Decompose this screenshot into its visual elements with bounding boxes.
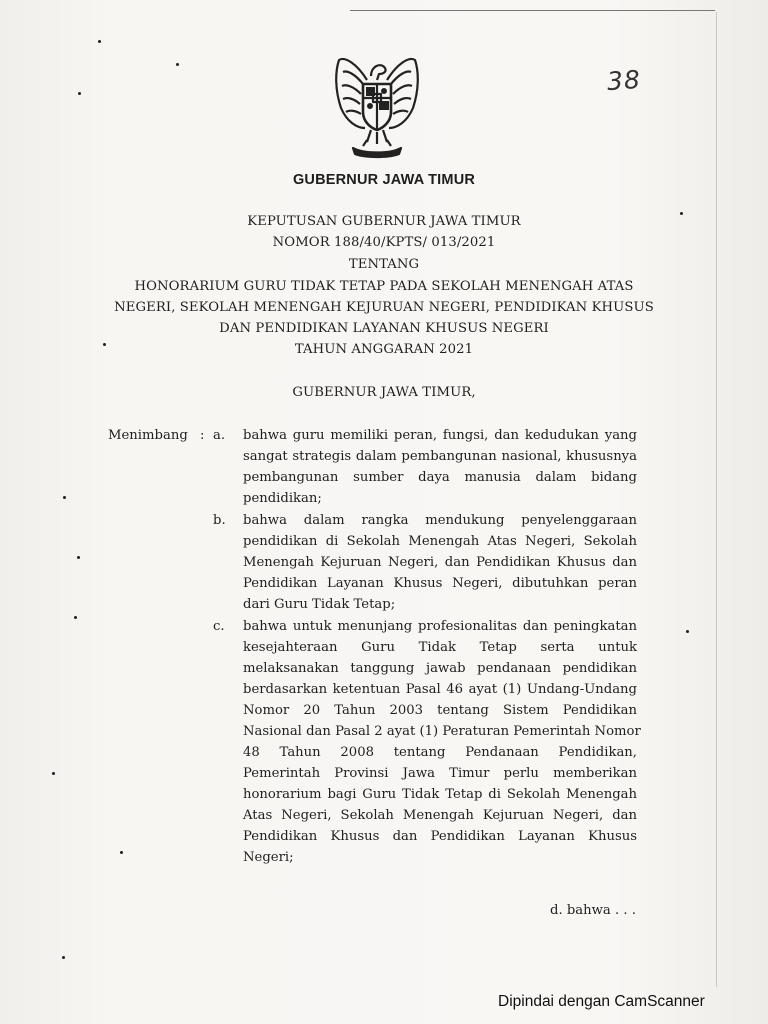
item-b-line: bahwa dalam rangka mendukung penyelenggaraan — [243, 513, 637, 528]
decree-about-label: TENTANG — [348, 257, 420, 272]
scan-speck — [103, 343, 106, 346]
item-c-line: 48 Tahun 2008 tentang Pendanaan Pendidikan, — [243, 745, 637, 760]
scan-speck — [62, 956, 65, 959]
item-marker: c. — [213, 619, 225, 634]
issuer-heading: GUBERNUR JAWA TIMUR, — [292, 385, 476, 400]
considering-colon: : — [200, 428, 205, 443]
considering-label: Menimbang — [108, 428, 188, 443]
decree-year-line: TAHUN ANGGARAN 2021 — [294, 342, 474, 357]
item-b-line: pendidikan di Sekolah Menengah Atas Negeri, Sekolah — [243, 534, 637, 549]
item-c-line: Nomor 20 Tahun 2003 tentang Sistem Pendidikan — [243, 703, 637, 718]
item-b-line: dari Guru Tidak Tetap; — [243, 597, 396, 612]
continuation-marker: d. bahwa . . . — [550, 903, 636, 918]
item-marker: a. — [213, 428, 226, 443]
item-c-line: Pendidikan Khusus dan Pendidikan Layanan Khusus — [243, 829, 637, 844]
item-c-line: Negeri; — [243, 850, 294, 865]
item-marker: b. — [213, 513, 226, 528]
scan-speck — [77, 556, 80, 559]
item-b-line: Menengah Kejuruan Negeri, dan Pendidikan Khusus dan — [243, 555, 637, 570]
item-c-line: kesejahteraan Guru Tidak Tetap serta untuk — [243, 640, 637, 655]
item-a-line: bahwa guru memiliki peran, fungsi, dan kedudukan yang — [243, 428, 637, 443]
decree-subject-line: NEGERI, SEKOLAH MENENGAH KEJURUAN NEGERI, PENDIDIKAN KHUSUS — [114, 300, 654, 315]
scan-speck — [120, 851, 123, 854]
scan-speck — [63, 496, 66, 499]
garuda-emblem-icon — [327, 50, 427, 162]
item-a-line: pendidikan; — [243, 491, 322, 506]
decree-title: KEPUTUSAN GUBERNUR JAWA TIMUR — [247, 214, 521, 229]
item-c-line: Atas Negeri, Sekolah Menengah Kejuruan Negeri, dan — [243, 808, 637, 823]
item-c-line: honorarium bagi Guru Tidak Tetap di Sekolah Menengah — [243, 787, 637, 802]
decree-number: NOMOR 188/40/KPTS/ 013/2021 — [272, 235, 496, 250]
item-a-line: sangat strategis dalam pembangunan nasional, khususnya — [243, 449, 637, 464]
item-a-line: pembangunan sumber daya manusia dalam bidang — [243, 470, 637, 485]
scan-speck — [52, 772, 55, 775]
camscanner-watermark: Dipindai dengan CamScanner — [498, 993, 705, 1010]
scan-right-edge-line — [716, 12, 717, 987]
handwritten-page-number: 38 — [606, 64, 642, 97]
scan-speck — [78, 92, 81, 95]
item-c-line: berdasarkan ketentuan Pasal 46 ayat (1) Undang-Undang — [243, 682, 637, 697]
item-b-line: Pendidikan Layanan Khusus Negeri, dibutuhkan peran — [243, 576, 637, 591]
scan-speck — [176, 63, 179, 66]
decree-subject-line: DAN PENDIDIKAN LAYANAN KHUSUS NEGERI — [219, 321, 549, 336]
scan-top-edge-line — [350, 10, 715, 11]
scan-speck — [680, 212, 683, 215]
scan-speck — [74, 616, 77, 619]
item-c-line: bahwa untuk menunjang profesionalitas dan peningkatan — [243, 619, 637, 634]
scan-speck — [686, 630, 689, 633]
scan-speck — [98, 40, 101, 43]
item-c-line: Pemerintah Provinsi Jawa Timur perlu memberikan — [243, 766, 637, 781]
item-c-line: melaksanakan tanggung jawab pendanaan pendidikan — [243, 661, 637, 676]
institution-heading: GUBERNUR JAWA TIMUR — [292, 172, 476, 188]
item-c-line: Nasional dan Pasal 2 ayat (1) Peraturan Pemerintah Nomor — [243, 724, 641, 739]
decree-subject-line: HONORARIUM GURU TIDAK TETAP PADA SEKOLAH MENENGAH ATAS — [134, 279, 634, 294]
